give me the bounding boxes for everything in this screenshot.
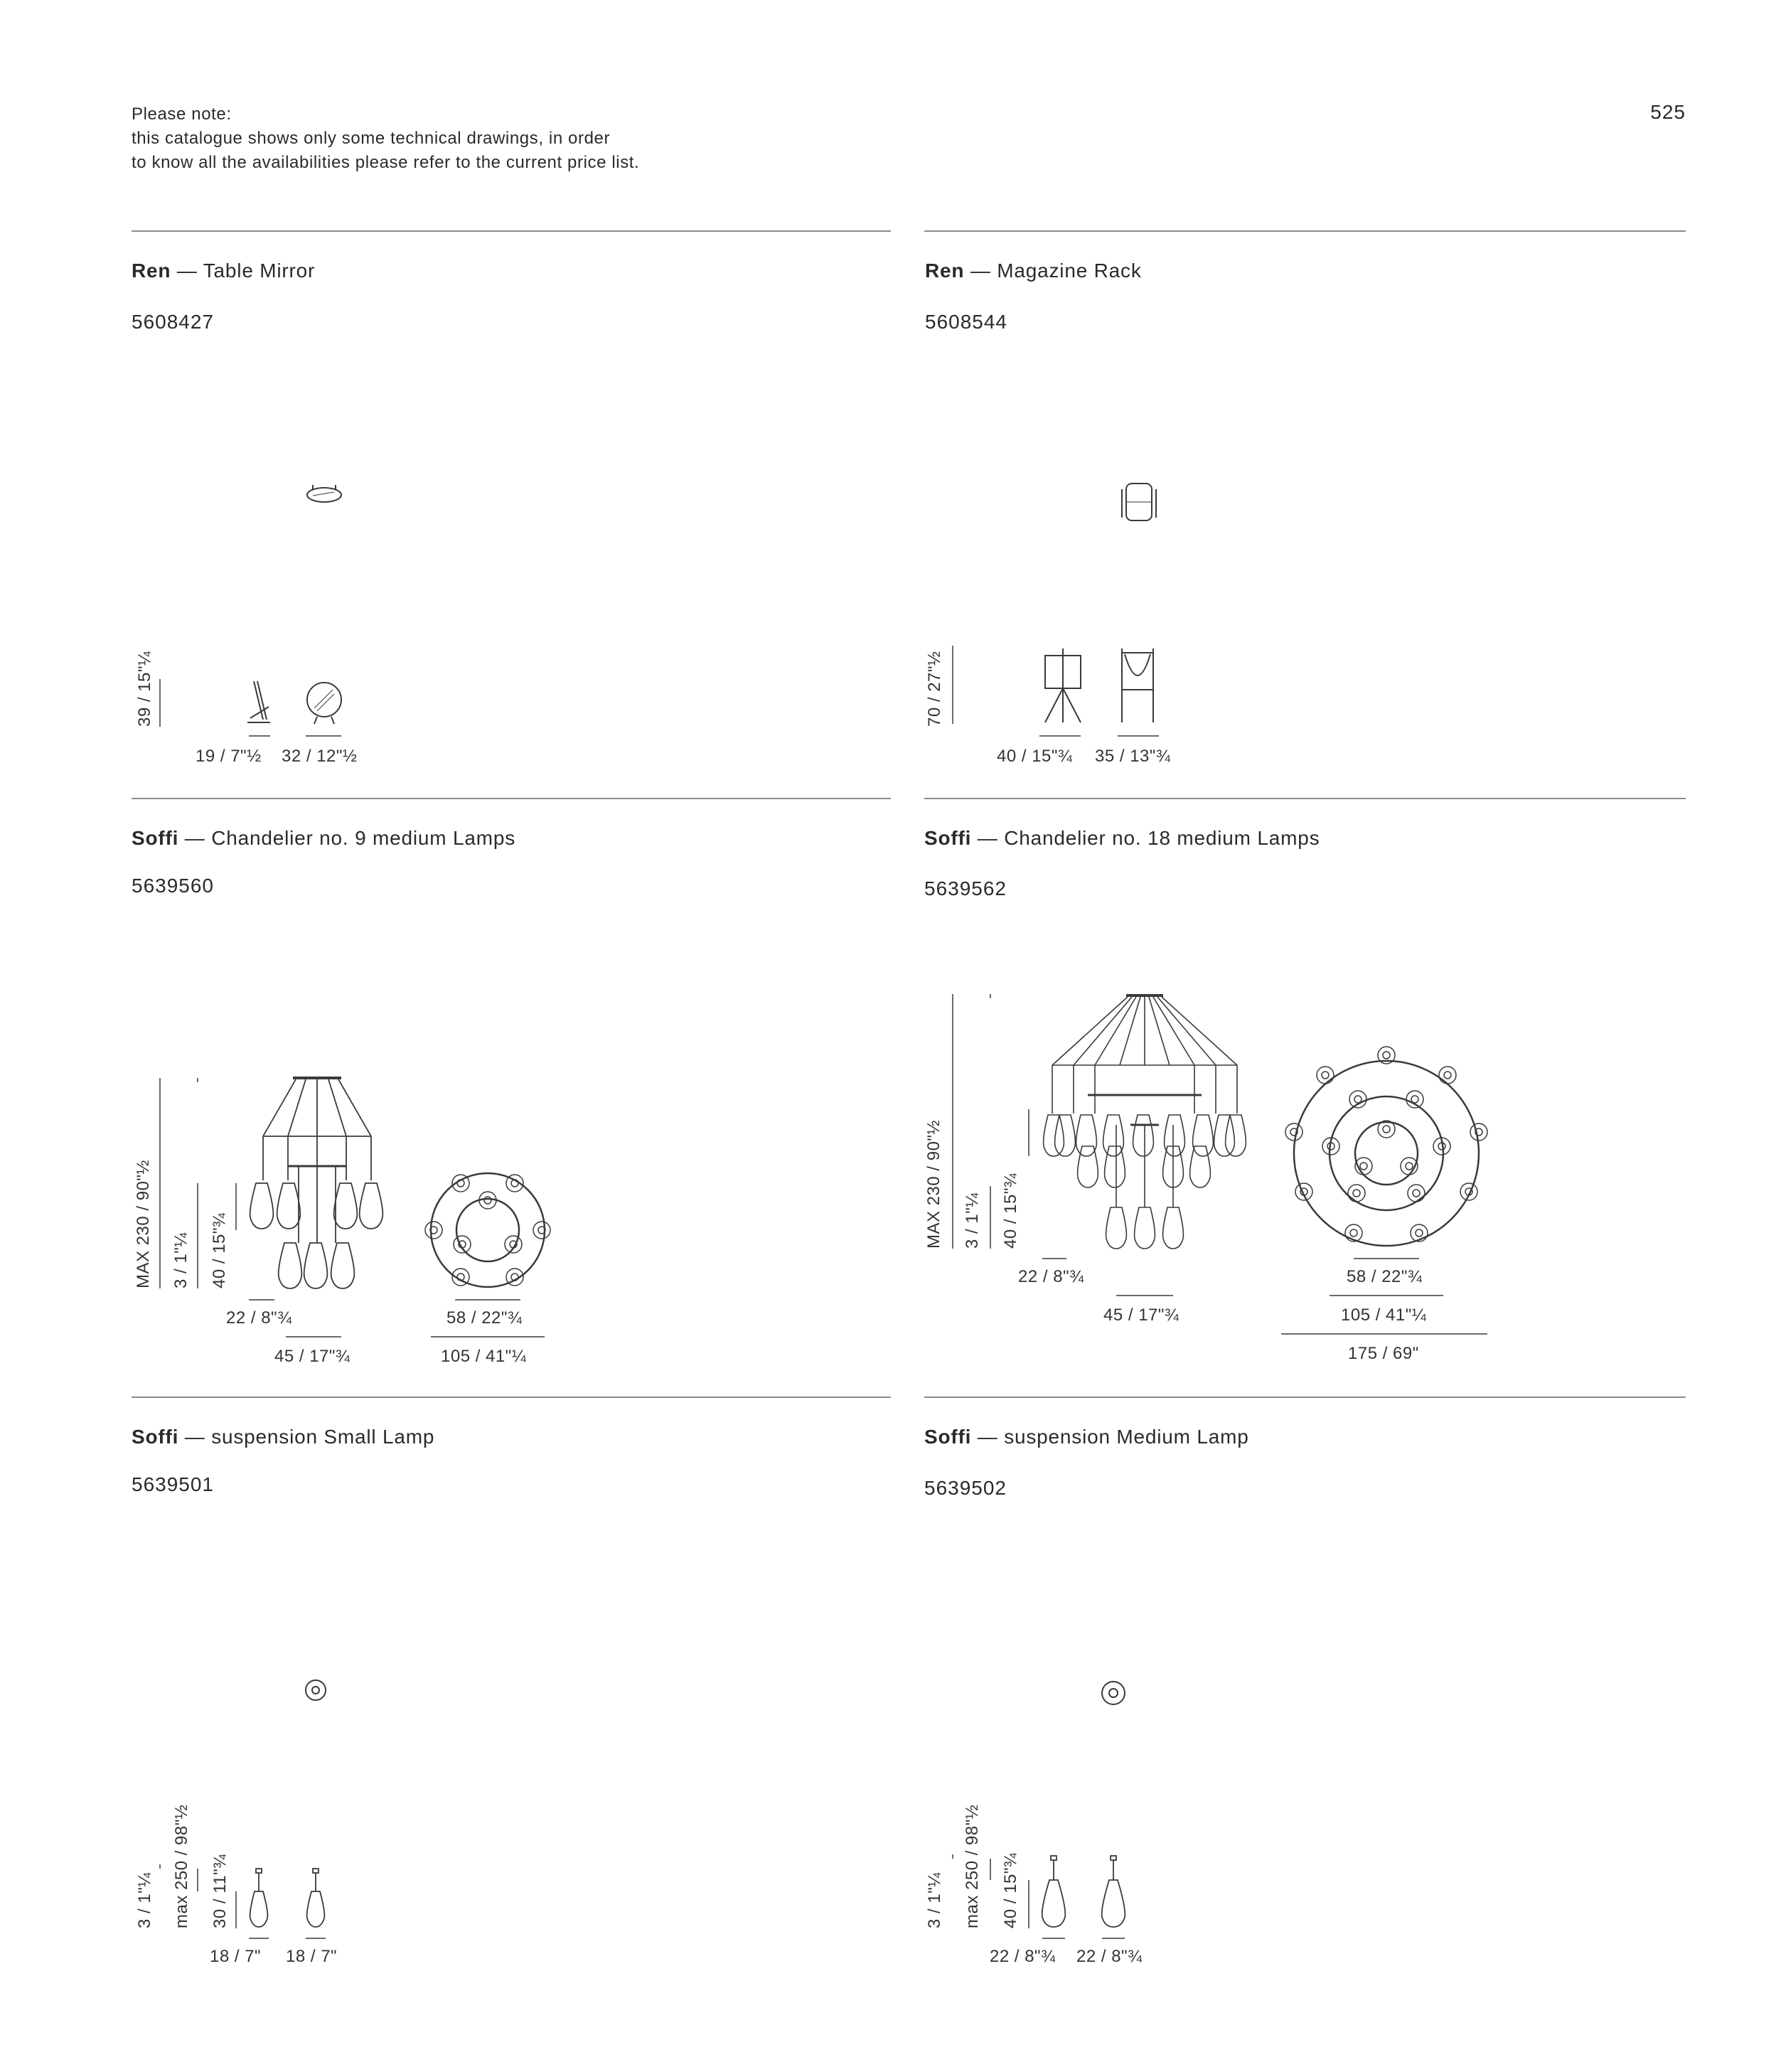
- dimension-canopy: 3 / 1"¼: [963, 1192, 982, 1249]
- title-separator: —: [178, 827, 212, 849]
- page-number: 525: [1650, 101, 1686, 123]
- product-code: 5639502: [924, 1477, 1007, 1499]
- chandelier-9-plan: [425, 1173, 550, 1287]
- product-brand: Soffi: [132, 827, 179, 849]
- dimension-inner: 45 / 17"¾: [1103, 1305, 1179, 1325]
- mirror-dimension-lines: [160, 679, 341, 736]
- rack-top-view: [1122, 484, 1156, 520]
- note-line-3: to know all the availabilities please refer to the current price list.: [132, 153, 640, 172]
- dimension-width: 22 / 8"¾: [990, 1947, 1056, 1966]
- product-name: Table Mirror: [203, 260, 316, 282]
- mirror-front-view: [307, 683, 341, 724]
- dimension-lamp-width: 22 / 8"¾: [226, 1308, 292, 1328]
- dimension-plan-outer: 105 / 41"¼: [441, 1347, 527, 1366]
- small-lamp-side-views: [250, 1869, 325, 1927]
- chandelier-18-elevation: [1052, 995, 1237, 1125]
- dimension-canopy: 3 / 1"¼: [171, 1232, 191, 1288]
- rack-side-view: [1045, 648, 1081, 722]
- dimension-plan-outer: 175 / 69": [1348, 1344, 1419, 1363]
- dimension-width: 32 / 12"½: [282, 747, 358, 766]
- dimension-canopy: 3 / 1"¼: [925, 1872, 944, 1928]
- title-separator: —: [178, 1426, 212, 1448]
- dimension-lamp-height: 40 / 15"¾: [1001, 1852, 1020, 1928]
- note-line-2: this catalogue shows only some technical drawings, in order: [132, 129, 611, 148]
- product-brand: Ren: [132, 260, 171, 282]
- chandelier-18-plan: [1285, 1047, 1487, 1246]
- dimension-depth: 40 / 15"¾: [997, 747, 1073, 766]
- dimension-depth: 19 / 7"½: [196, 747, 262, 766]
- dimension-width: 18 / 7": [210, 1947, 262, 1966]
- mirror-side-view: [247, 681, 270, 722]
- dimension-canopy: 3 / 1"¼: [135, 1872, 154, 1928]
- dimension-max-height: max 250 / 98"½: [172, 1804, 191, 1928]
- product-name: suspension Small Lamp: [211, 1426, 435, 1448]
- product-code: 5639562: [924, 877, 1007, 899]
- dimension-width: 18 / 7": [286, 1947, 338, 1966]
- title-separator: —: [971, 827, 1005, 849]
- dimension-lamp-height: 30 / 11"¾: [210, 1854, 230, 1928]
- note-line-1: Please note:: [132, 105, 232, 124]
- title-separator: —: [964, 260, 997, 282]
- medium-lamp-top-view: [1102, 1682, 1125, 1704]
- product-name: Magazine Rack: [997, 260, 1142, 282]
- rack-front-view: [1122, 648, 1153, 722]
- title-separator: —: [171, 260, 203, 282]
- dimension-lamp-height: 40 / 15"¾: [210, 1212, 229, 1288]
- chandelier-9-dimension-lines: [160, 1078, 545, 1337]
- mirror-top-view: [307, 485, 341, 502]
- dimension-inner: 45 / 17"¾: [274, 1347, 351, 1366]
- product-name: suspension Medium Lamp: [1004, 1426, 1249, 1448]
- small-lamp-top-view: [306, 1680, 326, 1700]
- product-name: Chandelier no. 18 medium Lamps: [1004, 827, 1320, 849]
- product-code: 5608544: [925, 311, 1008, 333]
- product-brand: Soffi: [924, 1426, 972, 1448]
- chandelier-9-lamps: [250, 1166, 383, 1288]
- dimension-plan-inner: 58 / 22"¾: [446, 1308, 523, 1328]
- dimension-height: 70 / 27"½: [925, 651, 944, 727]
- dimension-width: 22 / 8"¾: [1076, 1947, 1143, 1966]
- rack-dimension-lines: [953, 646, 1159, 736]
- product-brand: Soffi: [924, 827, 972, 849]
- medium-lamp-side-views: [1042, 1856, 1125, 1927]
- dimension-max-height: MAX 230 / 90"½: [924, 1120, 943, 1249]
- title-separator: —: [971, 1426, 1005, 1448]
- chandelier-9-elevation: [263, 1078, 371, 1180]
- dimension-max-height: max 250 / 98"½: [963, 1804, 982, 1928]
- product-code: 5608427: [132, 311, 215, 333]
- product-brand: Soffi: [132, 1426, 179, 1448]
- dimension-max-height: MAX 230 / 90"½: [134, 1160, 153, 1288]
- product-code: 5639560: [132, 875, 215, 897]
- dimension-width: 35 / 13"¾: [1095, 747, 1171, 766]
- chandelier-18-lamps: [1044, 1115, 1246, 1249]
- product-name: Chandelier no. 9 medium Lamps: [211, 827, 516, 849]
- dimension-lamp-height: 40 / 15"¾: [1001, 1173, 1020, 1249]
- dimension-plan-mid: 105 / 41"¼: [1341, 1305, 1427, 1325]
- product-brand: Ren: [925, 260, 965, 282]
- dimension-lamp-width: 22 / 8"¾: [1018, 1267, 1084, 1286]
- product-code: 5639501: [132, 1473, 215, 1495]
- dimension-height: 39 / 15"¼: [135, 651, 154, 727]
- dimension-plan-inner: 58 / 22"¾: [1347, 1267, 1423, 1286]
